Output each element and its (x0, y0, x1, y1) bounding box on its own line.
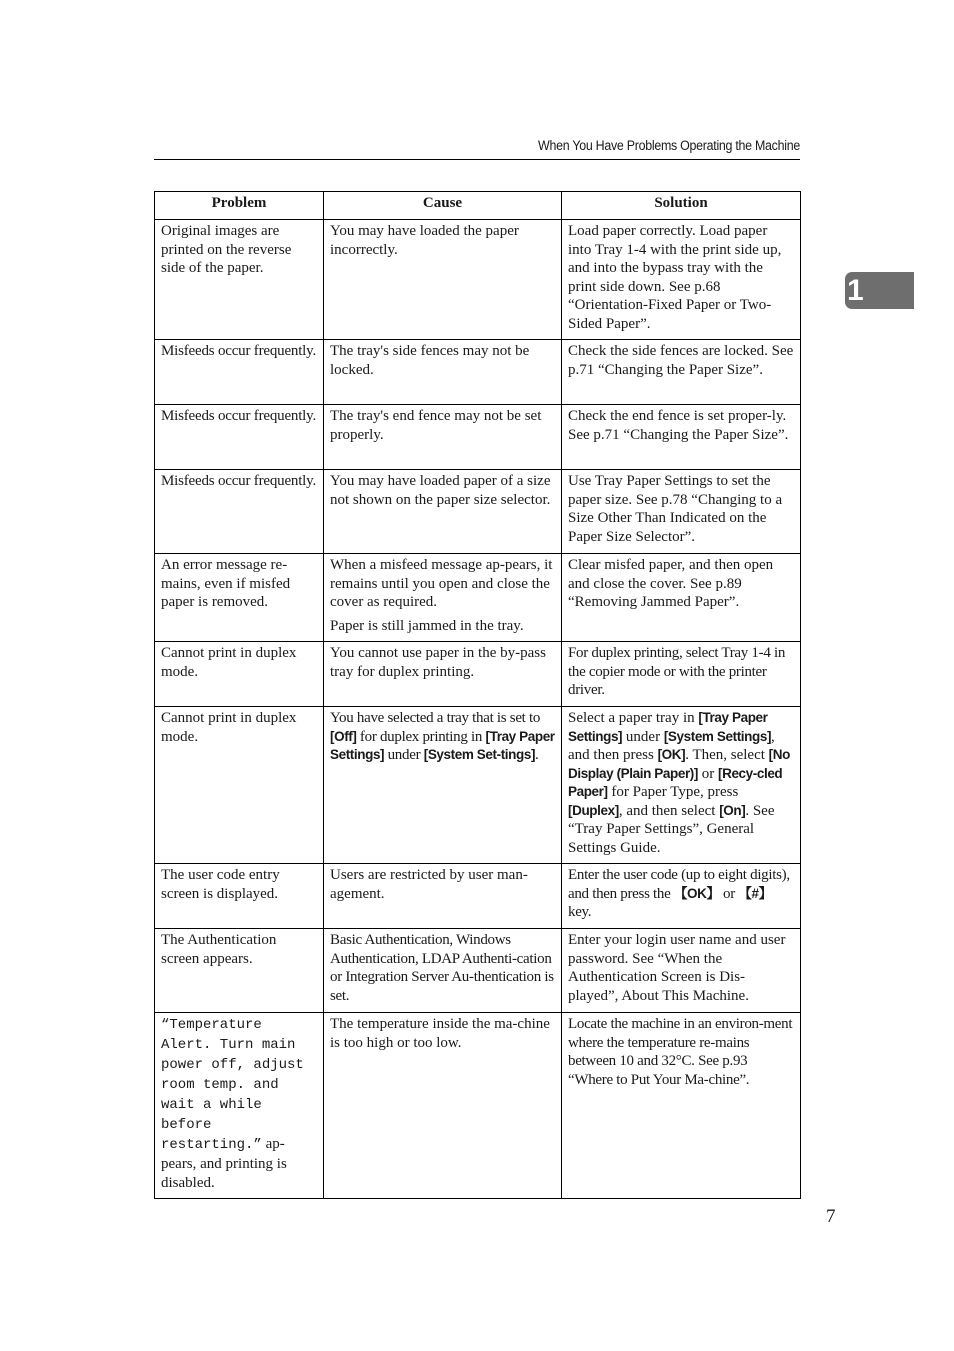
problem-cell: Cannot print in duplex mode. (155, 707, 324, 864)
problem-cell: The Authentication screen appears. (155, 929, 324, 1013)
solution-text: . Then, select (685, 747, 769, 763)
solution-text: . See “Tray Paper Settings”, General Settings Guide. (568, 802, 775, 856)
solution-text: , and then press (568, 728, 775, 763)
setting-key: [On] (719, 802, 746, 818)
problem-cell: The user code entry screen is displayed. (155, 864, 324, 929)
setting-key: [Off] (330, 728, 357, 744)
problem-cell: Misfeeds occur frequently. (155, 340, 324, 405)
solution-cell: For duplex printing, select Tray 1-4 in the copier mode or with the printer driver. (562, 642, 801, 707)
page-number: 7 (826, 1206, 836, 1227)
setting-key: [System Settings] (663, 728, 772, 744)
chapter-tab: 1 (845, 272, 914, 309)
solution-cell (562, 707, 801, 864)
troubleshooting-table (154, 191, 801, 1199)
table-row (155, 707, 801, 864)
solution-cell: Use Tray Paper Settings to set the paper size. See p.78 “Changing to a Size Other Than Indicated on the Paper Size Selector”. (562, 470, 801, 554)
cause-cell: The temperature inside the ma-chine is too high or too low. (324, 1013, 562, 1199)
table-row (155, 340, 801, 405)
cause-cell: Basic Authentication, Windows Authentication, LDAP Authenti-cation or Integration Server Au-thentication is set. (324, 929, 562, 1013)
hash-key: 【#】 (738, 885, 772, 901)
table-row (155, 864, 801, 929)
solution-cell: Load paper correctly. Load paper into Tray 1-4 with the print side up, and into the bypass tray with the print side down. See p.68 “Orientation-Fixed Paper or Two-Sided Paper”. (562, 220, 801, 340)
header-rule (154, 159, 800, 160)
solution-cell: Enter your login user name and user password. See “When the Authentication Screen is Dis-played”, About This Machine. (562, 929, 801, 1013)
solution-text: key. (568, 904, 592, 920)
column-header-cause: Cause (324, 192, 562, 220)
cause-cell: Users are restricted by user man-agement. (324, 864, 562, 929)
solution-cell: Check the end fence is set proper-ly. See p.71 “Changing the Paper Size”. (562, 405, 801, 470)
problem-cell: An error message re-mains, even if misfed paper is removed. (155, 554, 324, 642)
setting-key: [Tray Paper Settings] (330, 728, 555, 762)
table-row (155, 470, 801, 554)
cause-text: under (384, 747, 424, 763)
setting-key: [Recy-cled Paper] (568, 765, 783, 799)
solution-text: under (622, 728, 664, 745)
table-row (155, 220, 801, 340)
solution-cell: Clear misfed paper, and then open and close the cover. See p.89 “Removing Jammed Paper”. (562, 554, 801, 642)
cause-text-secondary: Paper is still jammed in the tray. (330, 617, 524, 634)
solution-text: for Paper Type, press (607, 784, 739, 800)
column-header-solution: Solution (562, 192, 801, 220)
solution-cell: Locate the machine in an environ-ment where the temperature re-mains between 10 and 32°C. See p.93 “Where to Put Your Ma-chine”. (562, 1013, 801, 1199)
solution-text: , and then select (618, 802, 720, 819)
running-header: When You Have Problems Operating the Machine (538, 138, 800, 153)
solution-cell: Check the side fences are locked. See p.71 “Changing the Paper Size”. (562, 340, 801, 405)
cause-cell: The tray's side fences may not be locked. (324, 340, 562, 405)
table-row (155, 405, 801, 470)
cause-cell: You may have loaded the paper incorrectly. (324, 220, 562, 340)
cause-text: When a misfeed message ap-pears, it remains until you open and close the cover as required. (330, 557, 553, 610)
cause-cell (324, 554, 562, 642)
setting-key: [Tray Paper Settings] (568, 710, 768, 744)
problem-cell: Misfeeds occur frequently. (155, 470, 324, 554)
setting-key: [No Display (Plain Paper)] (568, 747, 790, 781)
cause-cell: You may have loaded paper of a size not shown on the paper size selector. (324, 470, 562, 554)
table-row (155, 642, 801, 707)
table-row (155, 929, 801, 1013)
cause-cell: The tray's end fence may not be set properly. (324, 405, 562, 470)
problem-cell: Cannot print in duplex mode. (155, 642, 324, 707)
cause-text: for duplex printing in (356, 728, 486, 745)
solution-text: Select a paper tray in (568, 710, 699, 726)
table-row (155, 554, 801, 642)
solution-text: Enter the user code (up to eight digits), and then press the (568, 867, 790, 902)
problem-cell: Misfeeds occur frequently. (155, 405, 324, 470)
cause-text: You have selected a tray that is set to (330, 710, 541, 726)
cause-cell: You cannot use paper in the by-pass tray for duplex printing. (324, 642, 562, 707)
setting-key: [OK] (657, 747, 686, 762)
column-header-problem: Problem (155, 192, 324, 220)
ok-key: 【OK】 (673, 885, 720, 901)
table-row (155, 1013, 801, 1199)
setting-key: [Duplex] (568, 802, 619, 818)
solution-text: or (719, 885, 739, 902)
cause-cell (324, 707, 562, 864)
problem-text: ap-pears, and printing is disabled. (161, 1136, 287, 1191)
cause-text: . (535, 747, 539, 763)
problem-cell: Original images are printed on the reverse side of the paper. (155, 220, 324, 340)
alert-message: “Temperature Alert. Turn main power off, adjust room temp. and wait a while before restarting.” (161, 1017, 304, 1153)
solution-cell (562, 864, 801, 929)
setting-key: [System Set-tings] (423, 747, 536, 762)
table-header-row (155, 192, 801, 220)
problem-cell (155, 1013, 324, 1199)
solution-text: or (698, 765, 718, 782)
